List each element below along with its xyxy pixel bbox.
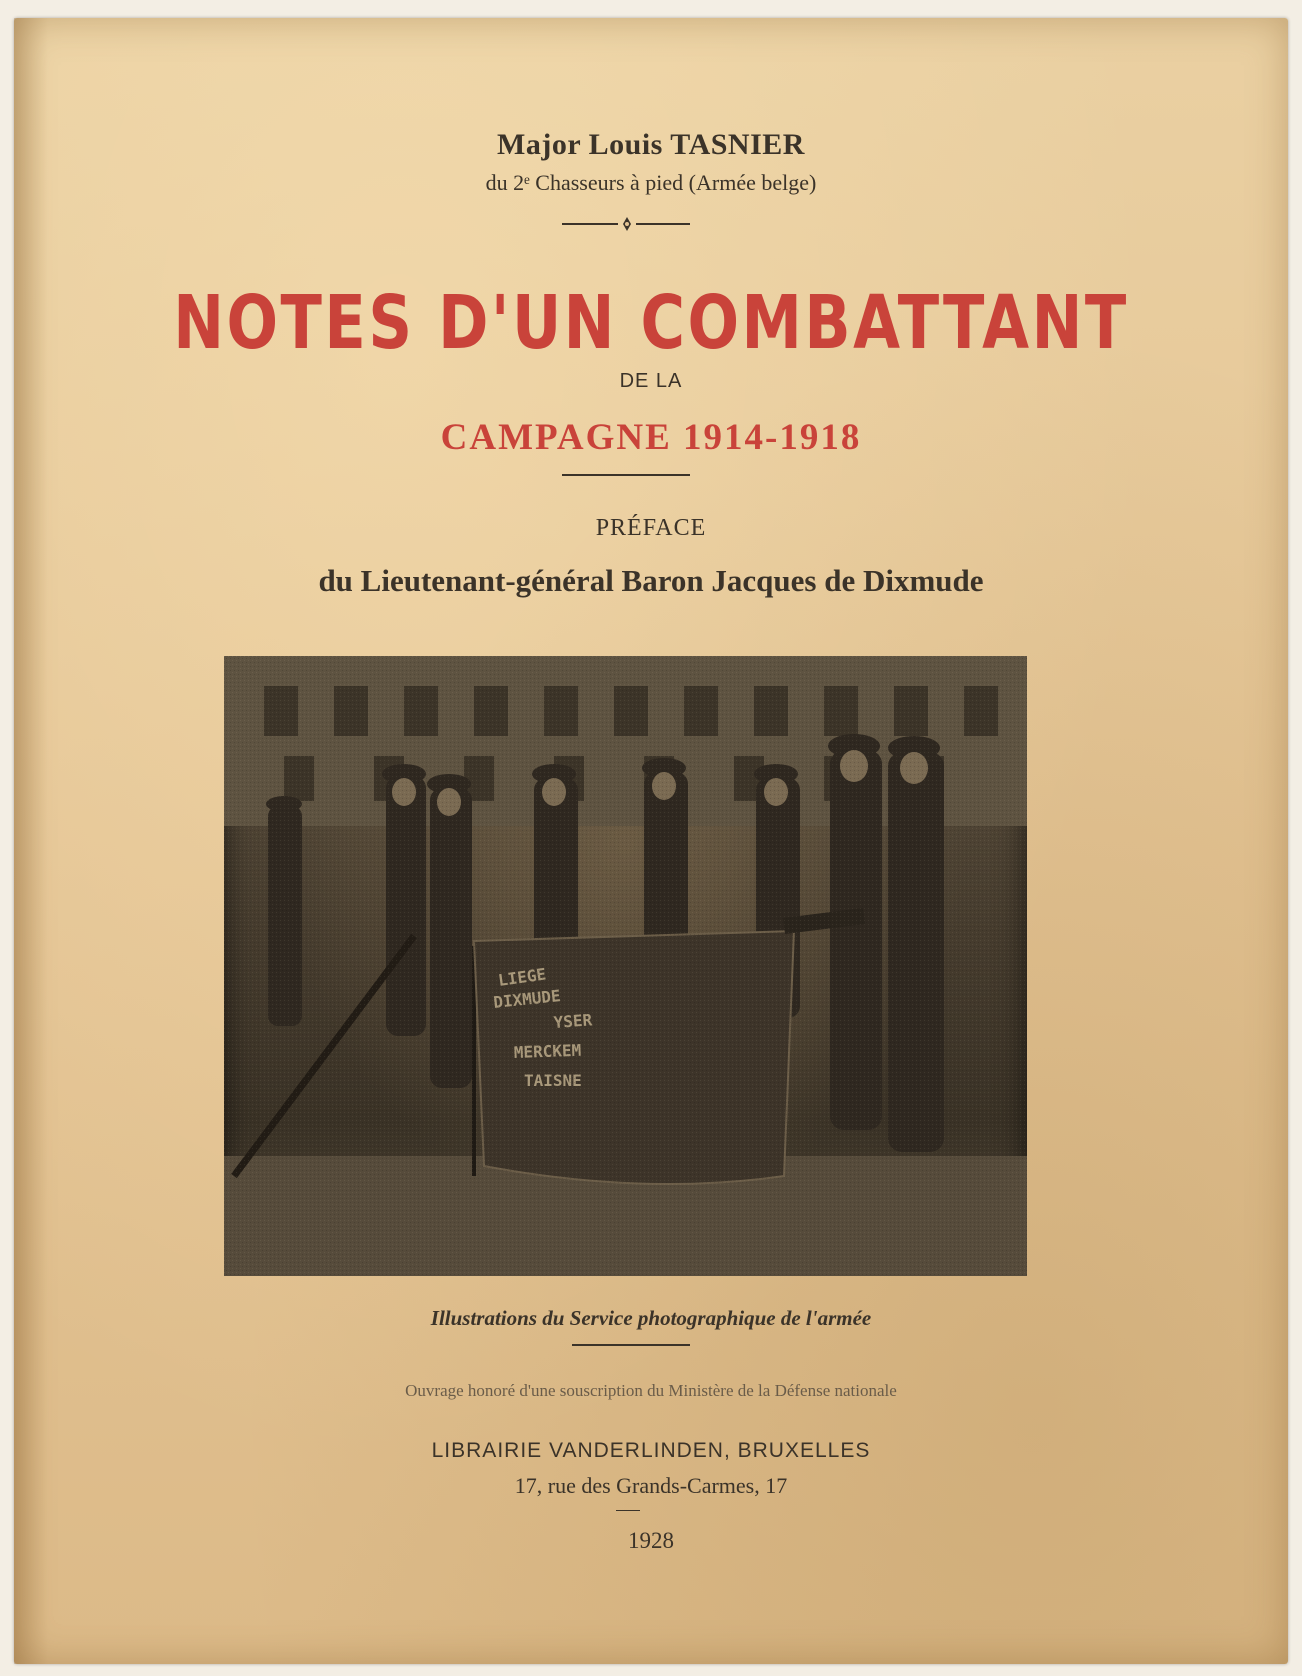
author-regiment: du 2ᵉ Chasseurs à pied (Armée belge) bbox=[485, 170, 817, 195]
cover-spine-shadow bbox=[14, 18, 48, 1664]
book-cover bbox=[14, 18, 1288, 1664]
preface-author: du Lieutenant-général Baron Jacques de Dixmude bbox=[318, 563, 984, 598]
publisher-name: LIBRAIRIE VANDERLINDEN, BRUXELLES bbox=[431, 1439, 871, 1462]
subscription-note: Ouvrage honoré d'une souscription du Ministère de la Défense nationale bbox=[405, 1381, 897, 1400]
publication-year: 1928 bbox=[628, 1528, 674, 1553]
publisher-address: 17, rue des Grands-Carmes, 17 bbox=[514, 1473, 788, 1498]
divider-rule bbox=[616, 1510, 640, 1511]
book-title: NOTES D'UN COMBATTANT bbox=[173, 280, 1129, 366]
photograph-soldiers-with-flag-icon bbox=[224, 656, 1027, 1276]
cover-photograph bbox=[224, 656, 1027, 1276]
photo-caption: Illustrations du Service photographique de l'armée bbox=[430, 1306, 872, 1330]
preface-label: PRÉFACE bbox=[595, 515, 707, 541]
title-connector: DE LA bbox=[619, 370, 683, 392]
divider-rule bbox=[572, 1344, 690, 1346]
divider-rule bbox=[562, 474, 690, 476]
author-name: Major Louis TASNIER bbox=[497, 128, 805, 161]
campaign-title: CAMPAGNE 1914-1918 bbox=[440, 417, 862, 458]
ornament-divider-icon bbox=[14, 214, 1288, 234]
